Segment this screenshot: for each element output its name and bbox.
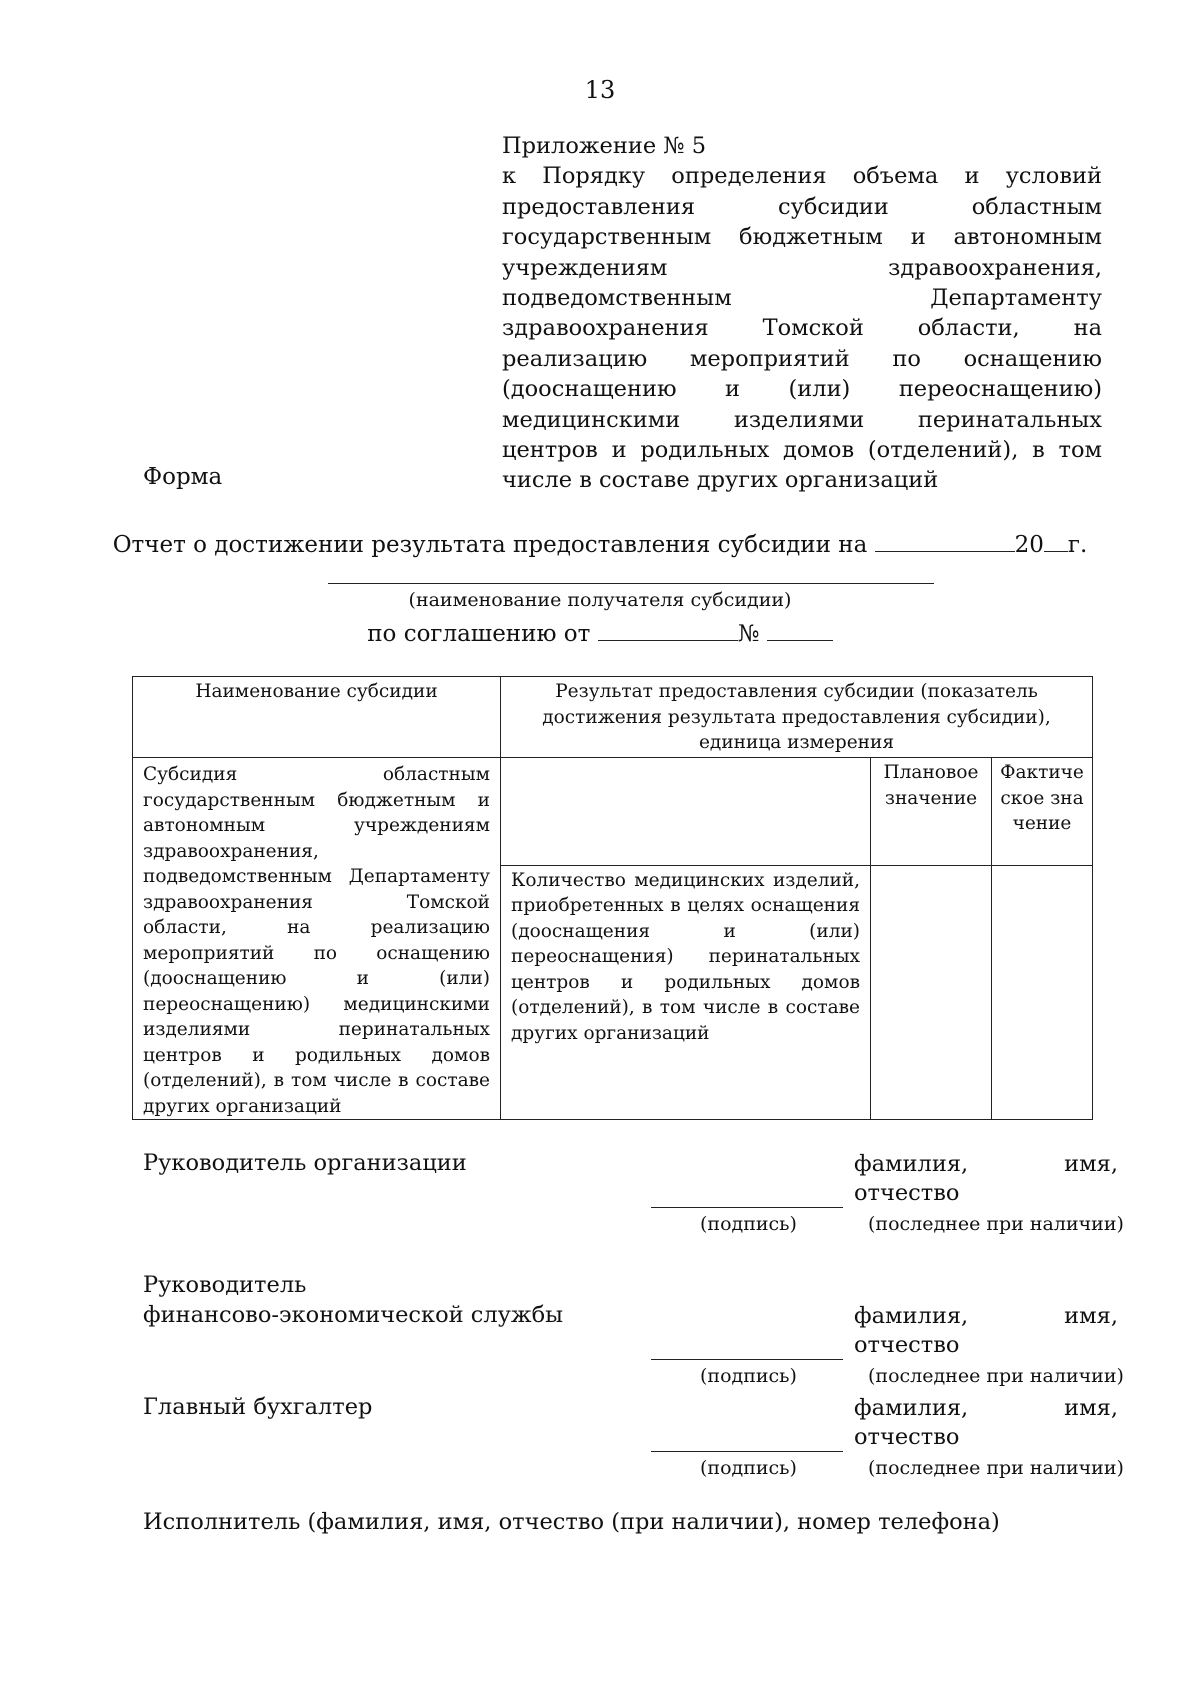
report-title-text: Отчет о достижении результата предоставления субсидии на	[112, 532, 868, 558]
signature-fio-accountant	[854, 1394, 1118, 1452]
fio-word-1: фамилия,	[854, 1303, 969, 1329]
fio-caption-finance: (последнее при наличии)	[868, 1365, 1124, 1387]
appendix-block	[502, 131, 1102, 496]
recipient-blank-line	[328, 583, 934, 584]
signature-label-finance-line1: Руководитель	[143, 1272, 307, 1298]
fio-caption-head: (последнее при наличии)	[868, 1213, 1124, 1235]
fio-word-1: фамилия,	[854, 1151, 969, 1177]
agreement-number-sign: №	[737, 621, 760, 647]
fio-word-3: отчество	[854, 1424, 960, 1450]
appendix-text: к Порядку определения объема и условий предоставления субсидии областным государственным бюджетным и автономным учреждениям здравоохранения, подведомственным Департаменту здравоохранения Томской области, на реализацию мероприятий по оснащению (дооснащению и (или) переоснащению) медицинскими изделиями перинатальных центров и родильных домов (отделений), в том числе в составе других организаций	[502, 163, 1102, 494]
signature-line-head	[651, 1207, 843, 1208]
actual-value-header: Фактическое значение	[992, 758, 1093, 866]
signature-line-accountant	[651, 1451, 843, 1452]
subsidy-name-cell: Субсидия областным государственным бюджетным и автономным учреждениям здравоохранения, подведомственным Департаменту здравоохранения Томской области, на реализацию мероприятий по оснащению (дооснащению и (или) переоснащению) медицинскими изделиями перинатальных центров и родильных домов (отделений), в том числе в составе других организаций	[133, 758, 501, 1120]
fio-word-2: имя,	[1064, 1395, 1118, 1421]
table-subheader-row	[133, 758, 1093, 866]
report-year-prefix: 20	[1014, 532, 1044, 558]
planned-value-cell	[871, 865, 992, 1119]
signature-fio-finance	[854, 1302, 1118, 1360]
page-number: 13	[584, 76, 616, 104]
signature-caption-finance: (подпись)	[700, 1365, 797, 1387]
fio-word-2: имя,	[1064, 1151, 1118, 1177]
report-title	[0, 527, 1200, 558]
signature-line-finance	[651, 1359, 843, 1360]
signature-fio-head	[854, 1150, 1118, 1208]
report-year-blank	[1044, 527, 1068, 552]
fio-word-3: отчество	[854, 1180, 960, 1206]
planned-value-header: Плановое значение	[871, 758, 992, 866]
signature-label-finance-line2: финансово-экономической службы	[143, 1302, 564, 1328]
signature-caption-head: (подпись)	[700, 1213, 797, 1235]
indicator-cell: Количество медицинских изделий, приобретенных в целях оснащения (дооснащения и (или) переоснащения) перинатальных центров и родильных домов (отделений), в том числе в составе других организаций	[501, 865, 871, 1119]
recipient-caption: (наименование получателя субсидии)	[408, 589, 792, 611]
subsidy-report-table	[132, 676, 1093, 1120]
report-year-suffix: г.	[1067, 532, 1088, 558]
fio-caption-accountant: (последнее при наличии)	[868, 1457, 1124, 1479]
fio-word-2: имя,	[1064, 1303, 1118, 1329]
table-header-row	[133, 677, 1093, 758]
signature-label-head: Руководитель организации	[143, 1150, 467, 1176]
report-date-blank	[875, 527, 1015, 552]
agreement-text: по соглашению от	[367, 621, 591, 647]
actual-value-cell	[992, 865, 1093, 1119]
form-label: Форма	[143, 464, 223, 490]
agreement-date-blank	[598, 618, 738, 641]
signature-caption-accountant: (подпись)	[700, 1457, 797, 1479]
appendix-title: Приложение № 5	[502, 133, 707, 159]
agreement-number-blank	[767, 618, 833, 641]
fio-word-1: фамилия,	[854, 1395, 969, 1421]
agreement-line	[0, 618, 1200, 647]
signature-label-accountant: Главный бухгалтер	[143, 1394, 373, 1420]
fio-word-3: отчество	[854, 1332, 960, 1358]
header-subsidy-name: Наименование субсидии	[133, 677, 501, 758]
executor-line: Исполнитель (фамилия, имя, отчество (при наличии), номер телефона)	[143, 1509, 1000, 1535]
header-result: Результат предоставления субсидии (показатель достижения результата предоставления субсидии), единица измерения	[501, 677, 1093, 758]
empty-indicator-header-cell	[501, 758, 871, 866]
